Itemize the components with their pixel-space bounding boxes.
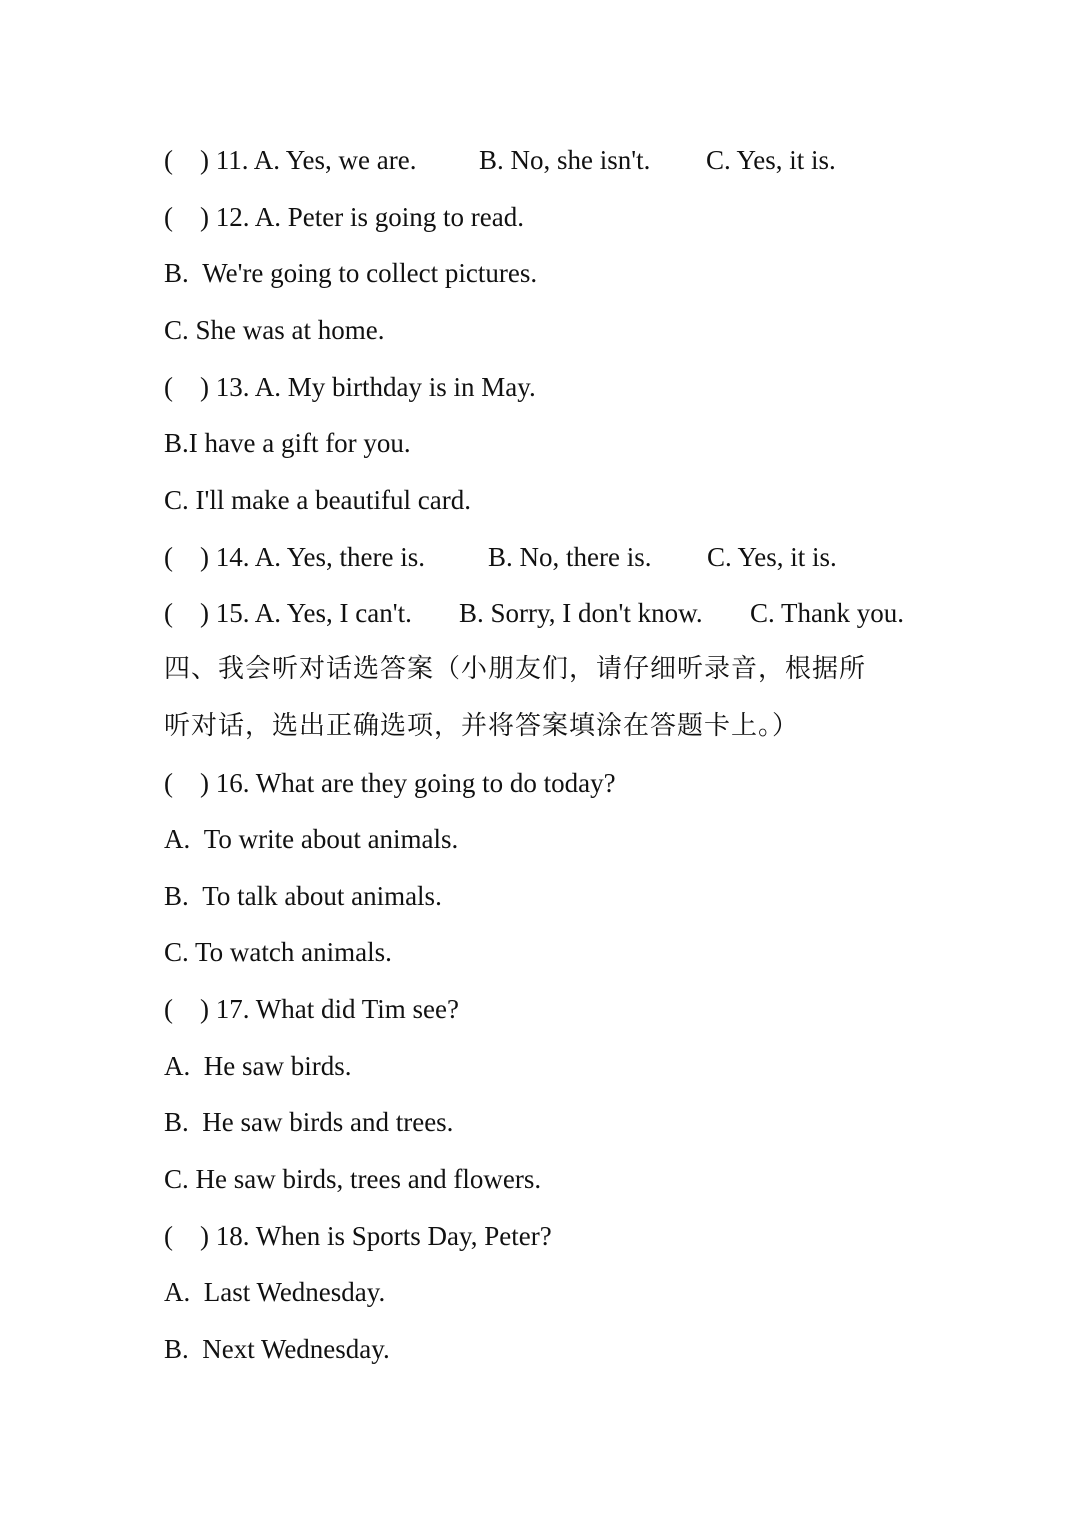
question-12-option-b: B. We're going to collect pictures. bbox=[164, 258, 538, 288]
question-18-option-b: B. Next Wednesday. bbox=[164, 1334, 390, 1364]
question-15-option-b: B. Sorry, I don't know. bbox=[459, 598, 703, 628]
question-17-option-a: A. He saw birds. bbox=[164, 1051, 352, 1081]
question-17-stem: ( ) 17. What did Tim see? bbox=[164, 994, 459, 1024]
question-17-option-c: C. He saw birds, trees and flowers. bbox=[164, 1164, 542, 1194]
question-16-stem: ( ) 16. What are they going to do today? bbox=[164, 768, 616, 798]
question-16-option-c: C. To watch animals. bbox=[164, 937, 392, 967]
question-11-stem: ( ) 11. A. Yes, we are. bbox=[164, 145, 417, 175]
question-14-stem: ( ) 14. A. Yes, there is. bbox=[164, 542, 425, 572]
question-15-option-c: C. Thank you. bbox=[750, 598, 904, 628]
question-14-option-b: B. No, there is. bbox=[488, 542, 652, 572]
section-4-heading-line-2: 听对话，选出正确选项，并将答案填涂在答题卡上。） bbox=[164, 711, 800, 741]
question-15-stem: ( ) 15. A. Yes, I can't. bbox=[164, 598, 412, 628]
question-18-option-a: A. Last Wednesday. bbox=[164, 1277, 386, 1307]
question-13-option-b: B.I have a gift for you. bbox=[164, 428, 411, 458]
question-12-stem: ( ) 12. A. Peter is going to read. bbox=[164, 202, 524, 232]
question-13-option-c: C. I'll make a beautiful card. bbox=[164, 485, 471, 515]
question-11-option-c: C. Yes, it is. bbox=[706, 145, 836, 175]
question-14-option-c: C. Yes, it is. bbox=[707, 542, 837, 572]
question-11-option-b: B. No, she isn't. bbox=[479, 145, 651, 175]
question-12-option-c: C. She was at home. bbox=[164, 315, 385, 345]
question-16-option-b: B. To talk about animals. bbox=[164, 881, 442, 911]
question-18-stem: ( ) 18. When is Sports Day, Peter? bbox=[164, 1221, 552, 1251]
question-16-option-a: A. To write about animals. bbox=[164, 824, 459, 854]
question-13-stem: ( ) 13. A. My birthday is in May. bbox=[164, 372, 536, 402]
section-4-heading-line-1: 四、我会听对话选答案（小朋友们，请仔细听录音，根据所 bbox=[164, 654, 867, 684]
question-17-option-b: B. He saw birds and trees. bbox=[164, 1107, 454, 1137]
